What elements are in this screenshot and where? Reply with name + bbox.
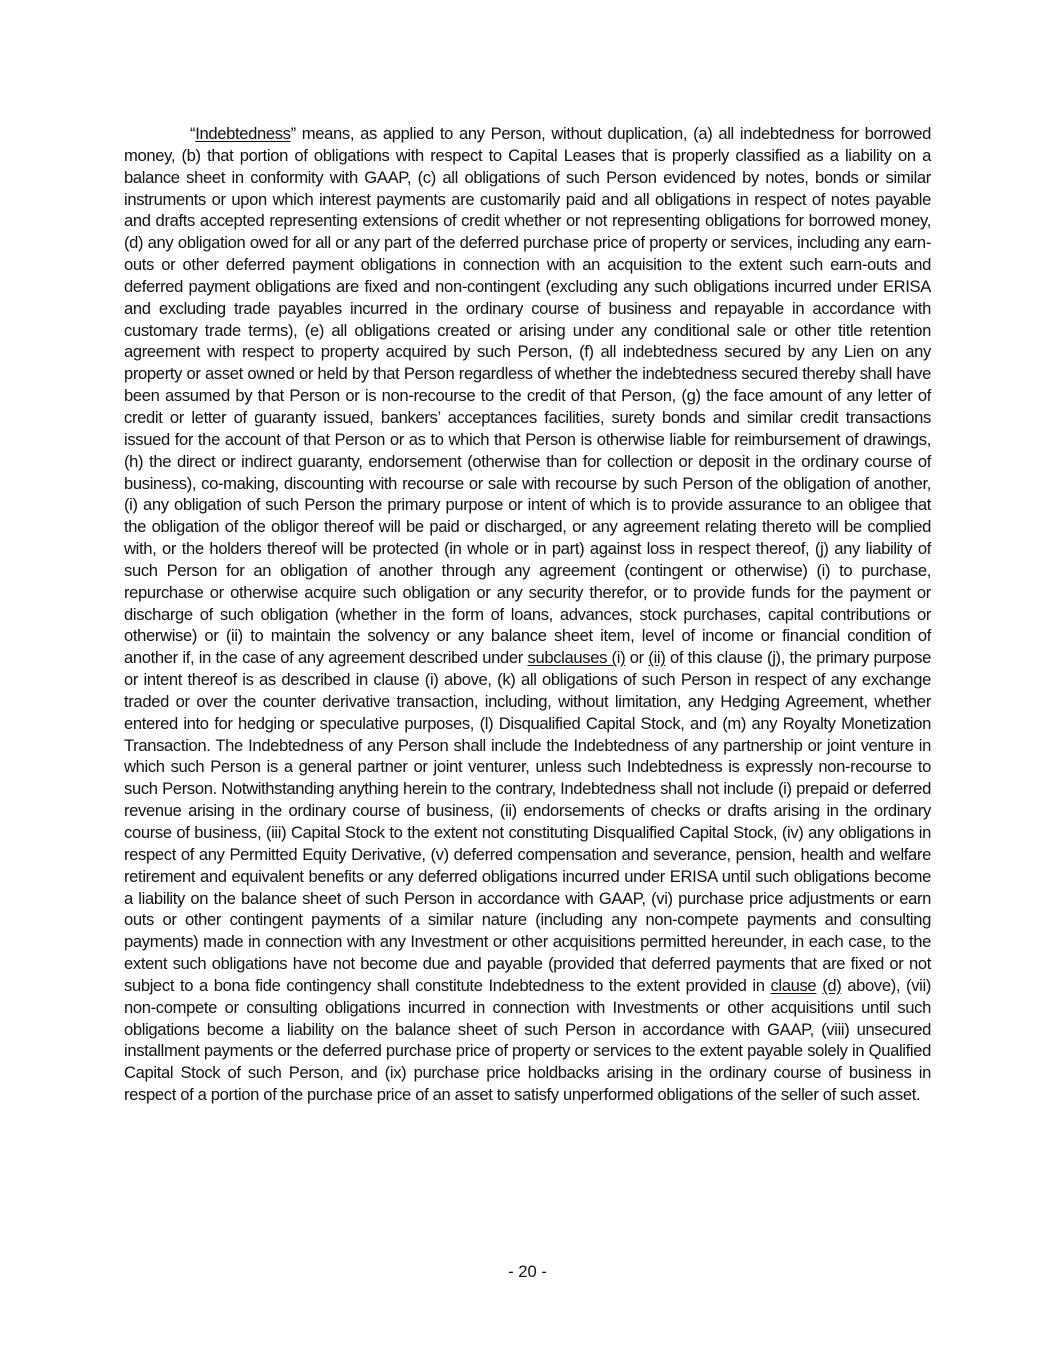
cross-reference-d: (d) — [822, 975, 842, 995]
definition-text-part-1: means, as applied to any Person, without duplication, (a) all indebtedness for borrowed money, (b) that portion of obligations with respect to Capital Leases that is properly classified as a liability on a balance sheet in conformity with GAAP, (c) all obligations of such Person evidenced by notes, bonds or similar instruments or upon which interest payments are customarily paid and all obligations in respect of notes payable and drafts accepted representing extensions of credit whether or not representing obligations for borrowed money, (d) any obligation owed for all or any part of the deferred purchase price of property or services, including any earn-outs or other deferred payment obligations in connection with an acquisition to the extent such earn-outs and deferred payment obligations are fixed and non-contingent (excluding any such obligations incurred under ERISA and excluding trade payables incurred in the ordinary course of business and repayable in accordance with customary trade terms), (e) all obligations created or arising under any conditional sale or other title retention agreement with respect to property acquired by such Person, (f) all indebtedness secured by any Lien on any property or asset owned or held by that Person regardless of whether the indebtedness secured thereby shall have been assumed by that Person or is non-recourse to the credit of that Person, (g) the face amount of any letter of credit or letter of guaranty issued, bankers’ acceptances facilities, surety bonds and similar credit transactions issued for the account of that Person or as to which that Person is otherwise liable for reimbursement of drawings, (h) the direct or indirect guaranty, endorsement (otherwise than for collection or deposit in the ordinary course of business), co-making, discounting with recourse or sale with recourse by such Person of the obligation of another, (i) any obligation of such Person the primary purpose or intent of which is to provide assurance to an obligee that the obligation of the obligor thereof will be paid or discharged, or any agreement relating thereto will be complied with, or the holders thereof will be protected (in whole or in part) against loss in respect thereof, (j) any liability of such Person for an obligation of another through any agreement (contingent or otherwise) (i) to purchase, repurchase or otherwise acquire such obligation or any security therefor, or to provide funds for the payment or discharge of such obligation (whether in the form of loans, advances, stock purchases, capital contributions or otherwise) or (ii) to maintain the solvency or any balance sheet item, level of income or financial condition of another if, in the case of any agreement described under — [124, 124, 931, 668]
page-number: - 20 - — [508, 1262, 547, 1281]
defined-term-indebtedness: Indebtedness — [195, 124, 291, 143]
definition-text-part-2: or — [625, 648, 649, 668]
cross-reference-subclauses-i: subclauses (i) — [527, 648, 626, 668]
cross-reference-clause: clause — [770, 975, 817, 995]
close-quote: ” — [290, 124, 296, 143]
open-quote: “ — [190, 124, 196, 143]
cross-reference-ii: (ii) — [648, 648, 666, 668]
indebtedness-definition-paragraph — [124, 123, 931, 1106]
definition-text-part-3: of this clause (j), the primary purpose or intent thereof is as described in clause (i) above, (k) all obligations of such Person in respect of any exchange traded or over the counter derivative transaction, including, without limitation, any Hedging Agreement, whether entered into for hedging or speculative purposes, (l) Disqualified Capital Stock, and (m) any Royalty Monetization Transaction. The Indebtedness of any Person shall include the Indebtedness of any partnership or joint venture in which such Person is a general partner or joint venturer, unless such Indebtedness is expressly non-recourse to such Person. Notwithstanding anything herein to the contrary, Indebtedness shall not include (i) prepaid or deferred revenue arising in the ordinary course of business, (ii) endorsements of checks or drafts arising in the ordinary course of business, (iii) Capital Stock to the extent not constituting Disqualified Capital Stock, (iv) any obligations in respect of any Permitted Equity Derivative, (v) deferred compensation and severance, pension, health and welfare retirement and equivalent benefits or any deferred obligations incurred under ERISA until such obligations become a liability on the balance sheet of such Person in accordance with GAAP, (vi) purchase price adjustments or earn outs or other contingent payments of a similar nature (including any non-compete payments and consulting payments) made in connection with any Investment or other acquisitions permitted hereunder, in each case, to the extent such obligations have not become due and payable (provided that deferred payments that are fixed or not subject to a bona fide contingency shall constitute Indebtedness to the extent provided in — [124, 648, 931, 995]
definition-text-part-5: above), (vii) non-compete or consulting obligations incurred in connection with Investments or other acquisitions until such obligations become a liability on the balance sheet of such Person in accordance with GAAP, (viii) unsecured installment payments or the deferred purchase price of property or services to the extent payable solely in Qualified Capital Stock of such Person, and (ix) purchase price holdbacks arising in the ordinary course of business in respect of a portion of the purchase price of an asset to satisfy unperformed obligations of the seller of such asset. — [124, 975, 932, 1105]
